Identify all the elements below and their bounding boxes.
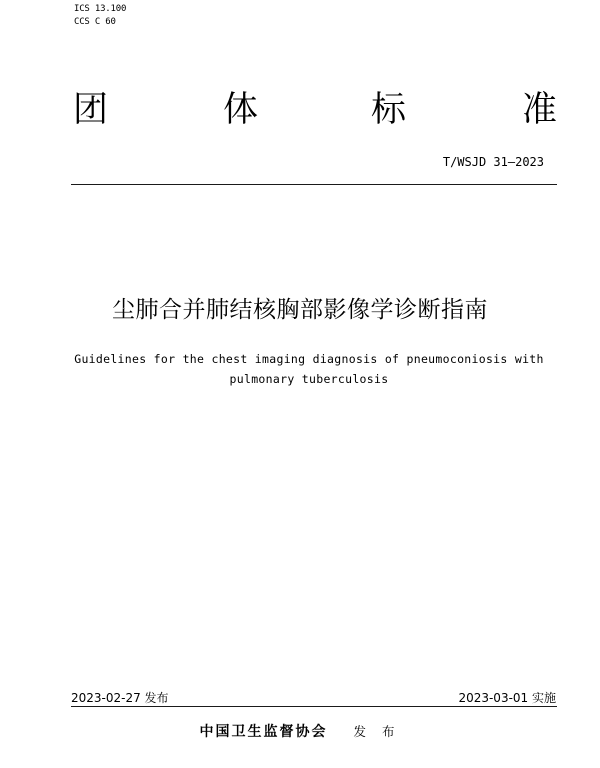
- document-title-chinese: 尘肺合并肺结核胸部影像学诊断指南: [112, 297, 488, 323]
- standard-number: T/WSJD 31—2023: [442, 155, 544, 169]
- header-divider: [71, 184, 557, 185]
- document-title-english: Guidelines for the chest imaging diagnosis of pneumoconiosis with pulmonary tuberculosis: [74, 352, 544, 386]
- classification-codes: [74, 3, 126, 29]
- publish-date: 2023-02-27 发布: [71, 691, 169, 705]
- standard-type-title: [70, 88, 560, 134]
- ics-code: ICS 13.100: [74, 4, 127, 14]
- ccs-code: CCS C 60: [74, 17, 116, 27]
- footer-divider: [71, 706, 557, 707]
- standard-type-char-3: 标: [371, 90, 407, 130]
- standard-type-char-2: 体: [223, 90, 259, 130]
- implement-date: 2023-03-01 实施: [458, 691, 556, 705]
- publisher-line: [0, 722, 600, 742]
- standard-type-char-1: 团: [73, 90, 109, 130]
- standard-type-char-4: 准: [522, 90, 558, 130]
- publisher-name: 中国卫生监督协会: [199, 724, 328, 740]
- publish-action: 发 布: [353, 724, 401, 739]
